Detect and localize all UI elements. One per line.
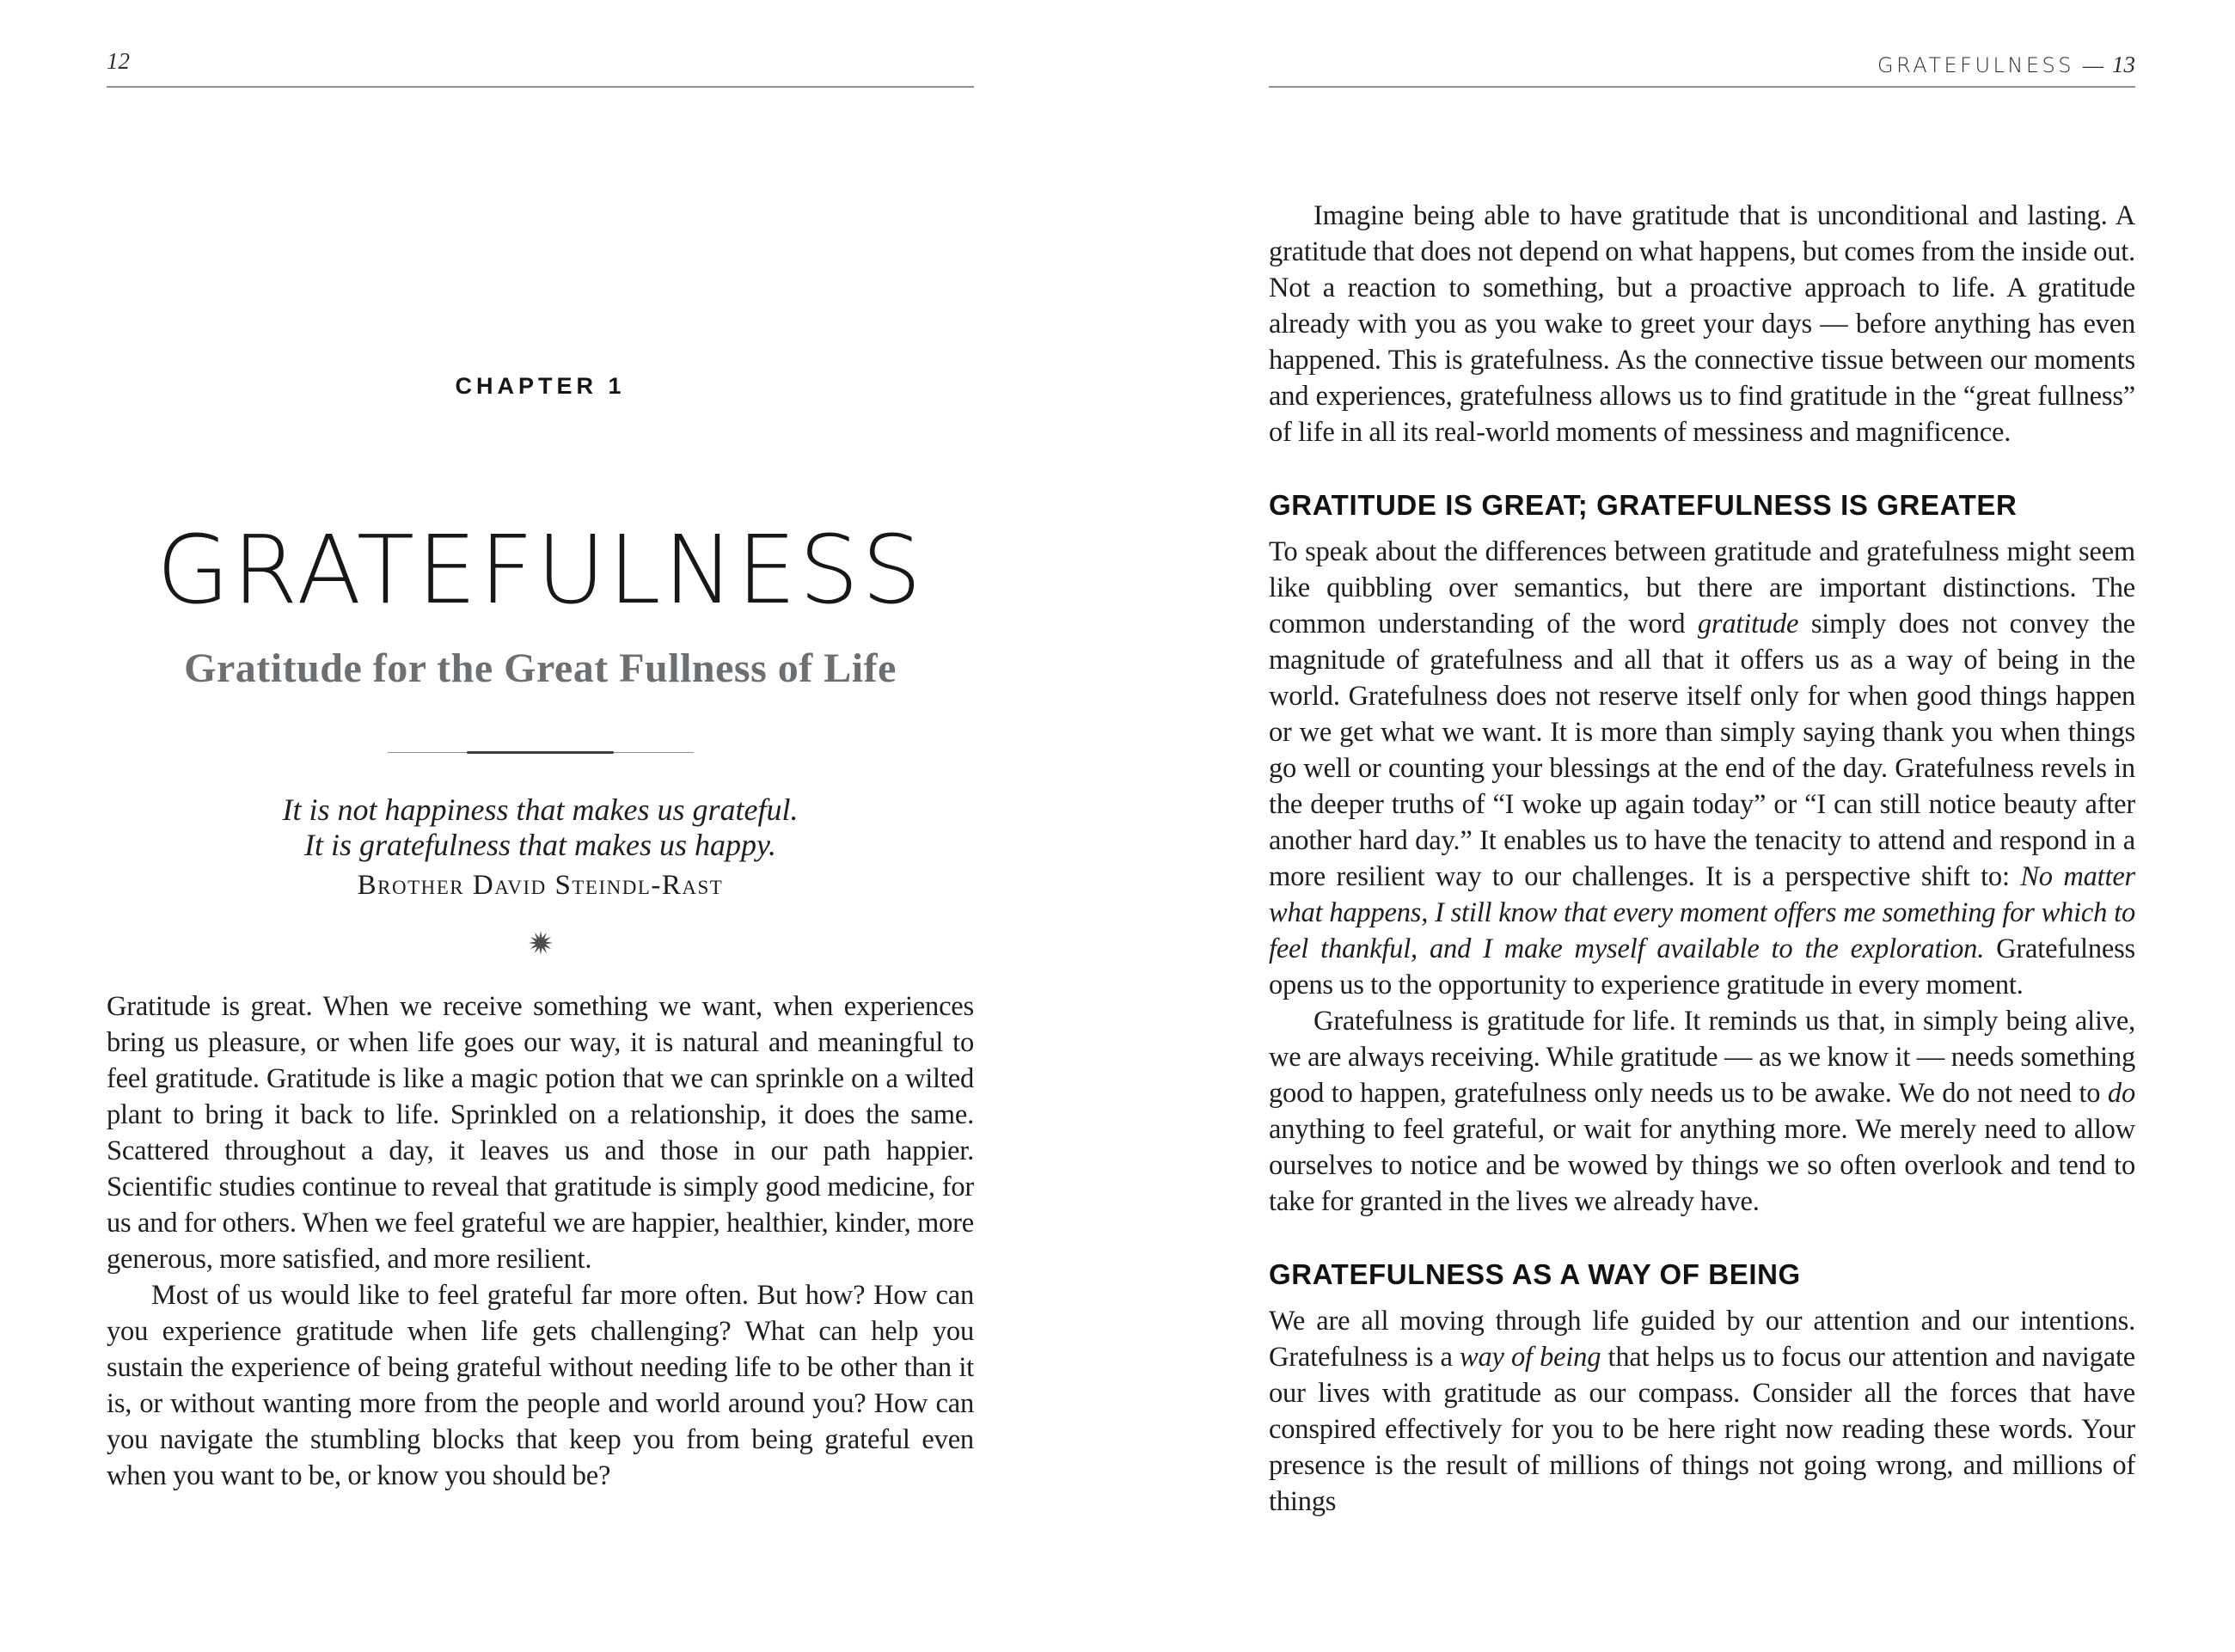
running-head-title: GRATEFULNESS bbox=[1877, 53, 2074, 77]
starburst-ornament-icon bbox=[107, 930, 974, 960]
text-run: anything to feel grateful, or wait for anything more. We merely need to allow ourselves to notice and be wowed by things we so often overlook and tend to take for granted in the lives we already have. bbox=[1269, 1114, 2135, 1217]
body-paragraph bbox=[1269, 534, 2135, 1003]
chapter-title: GRATEFULNESS bbox=[156, 515, 925, 625]
epigraph-line: It is gratefulness that makes us happy. bbox=[304, 828, 776, 862]
body-paragraph bbox=[1269, 198, 2135, 450]
text-run: To speak about the differences between gratitude and gratefulness might seem like quibbling over semantics, but there are important distinctions. The common understanding of the word bbox=[1269, 536, 2135, 639]
italic-text-run: gratitude bbox=[1697, 609, 1799, 639]
chapter-label: CHAPTER 1 bbox=[455, 373, 626, 399]
running-head bbox=[1877, 52, 2135, 78]
text-run: Imagine being able to have gratitude that is unconditional and lasting. A gratitude that does not depend on what happens, but comes from the inside out. Not a reaction to something, but a proactive approach to life. A gratitude already with you as you wake to greet your days — before anything has even happened. This is gratefulness. As the connective tissue between our moments and experiences, gratefulness allows us to find gratitude in the “great fullness” of life in all its real-world moments of messiness and magnificence. bbox=[1269, 200, 2135, 448]
body-paragraph bbox=[107, 988, 974, 1277]
body-paragraph bbox=[1269, 1303, 2135, 1520]
body-paragraph bbox=[1269, 1003, 2135, 1220]
italic-text-run: way of being bbox=[1460, 1342, 1601, 1373]
text-run: that helps us to focus our attention and navigate our lives with gratitude as our compass. Consider all the forces that have conspired effectively for you to be here right now reading these words. Your presence is the result of millions of things not going wrong, and millions of things bbox=[1269, 1342, 2136, 1517]
page-number-right: 13 bbox=[2112, 52, 2135, 77]
right-page bbox=[1269, 0, 2135, 1652]
epigraph-line: It is not happiness that makes us grateful. bbox=[282, 792, 799, 827]
starburst-icon bbox=[528, 930, 554, 956]
text-run: Gratefulness is gratitude for life. It reminds us that, in simply being alive, we are always receiving. While gratitude — as we know it — needs something good to happen, gratefulness only needs us to be awake. We do not need to bbox=[1269, 1006, 2135, 1109]
section-heading: GRATEFULNESS AS A WAY OF BEING bbox=[1269, 1258, 1801, 1290]
running-head-separator: — bbox=[2083, 55, 2103, 77]
text-run: Most of us would like to feel grateful far more often. But how? How can you experience gratitude when life gets challenging? What can help you sustain the experience of being grateful without needing life to be other than it is, or without wanting more from the people and world around you? How can you navigate the stumbling blocks that keep you from being grateful even when you want to be, or know you should be? bbox=[107, 1280, 974, 1491]
left-body-text bbox=[107, 988, 974, 1494]
header-rule-left bbox=[107, 86, 974, 88]
right-body-text bbox=[1269, 198, 2135, 1520]
epigraph-quote bbox=[107, 792, 974, 863]
page-number-left: 12 bbox=[107, 48, 130, 74]
italic-text-run: do bbox=[2107, 1078, 2135, 1109]
text-run: Gratitude is great. When we receive something we want, when experiences bring us pleasure, or when life goes our way, it is natural and meaningful to feel gratitude. Gratitude is like a magic potion that we can sprinkle on a wilted plant to bring it back to life. Sprinkled on a relationship, it does the same. Scattered throughout a day, it leaves us and those in our path happier. Scientific studies continue to reveal that gratitude is simply good medicine, for us and for others. When we feel grateful we are happier, healthier, kinder, more generous, more satisfied, and more resilient. bbox=[107, 991, 974, 1275]
chapter-subtitle: Gratitude for the Great Fullness of Life bbox=[184, 646, 897, 691]
header-rule-right bbox=[1269, 86, 2135, 88]
tapered-divider-rule bbox=[388, 751, 694, 754]
body-paragraph bbox=[107, 1277, 974, 1494]
section-heading: GRATITUDE IS GREAT; GRATEFULNESS IS GREATER bbox=[1269, 489, 2018, 521]
left-page bbox=[107, 0, 974, 1652]
epigraph-attribution: Brother David Steindl-Rast bbox=[357, 870, 724, 901]
italic-text-run: No matter what happens, I still know that every moment offers me something for which to feel thankful, and I make myself available to the exploration. bbox=[1269, 861, 2136, 964]
text-run: Gratefulness opens us to the opportunity to experience gratitude in every moment. bbox=[1269, 933, 2136, 1000]
text-run: simply does not convey the magnitude of gratefulness and all that it offers us as a way of being in the world. Gratefulness does not reserve itself only for when good things happen or we get what we want. It is more than simply saying thank you when things go well or counting your blessings at the end of the day. Gratefulness revels in the deeper truths of “I woke up again today” or “I can still notice beauty after another hard day.” It enables us to have the tenacity to attend and respond in a more resilient way to our challenges. It is a perspective shift to: bbox=[1269, 609, 2135, 892]
text-run: We are all moving through life guided by our attention and our intentions. Gratefulness is a bbox=[1269, 1306, 2135, 1373]
